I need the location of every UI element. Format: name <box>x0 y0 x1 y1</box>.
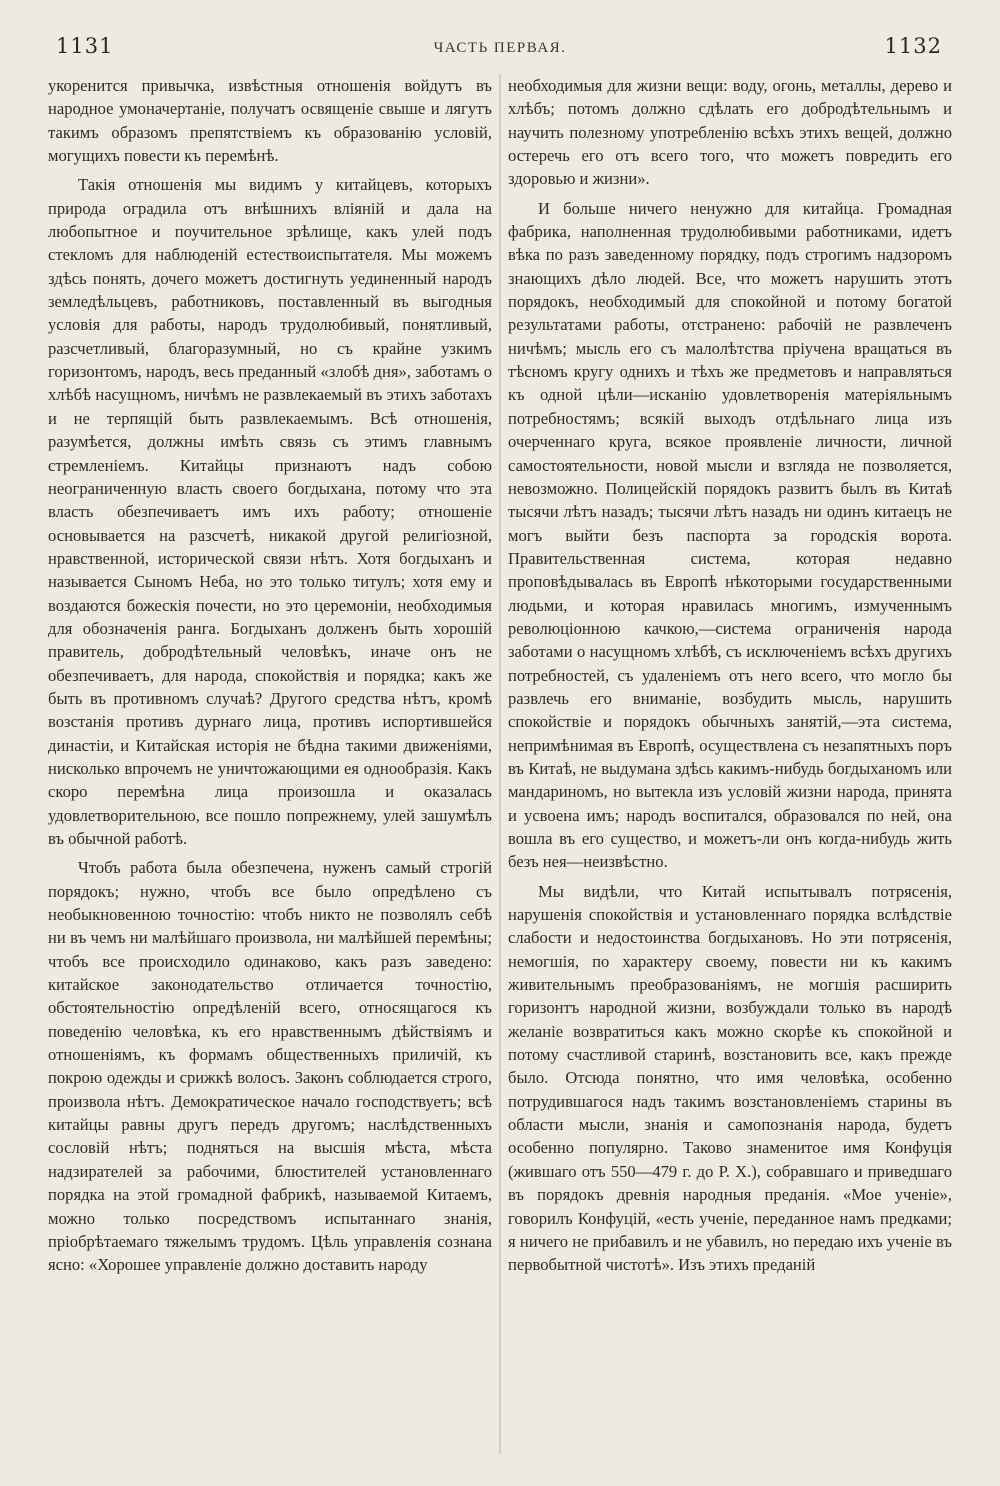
page-number-right: 1132 <box>884 34 942 58</box>
running-head <box>48 28 952 70</box>
column-left <box>48 74 492 1277</box>
column-divider <box>500 74 501 1454</box>
paragraph-continued: необходимыя для жизни вещи: воду, огонь, металлы, дерево и хлѣбъ; потомъ должно сдѣлать его добродѣтельнымъ и научить полезному употребленію всѣхъ этихъ вещей, должно остеречь его отъ всего того, что можетъ повредить его здоровью и жизни». <box>508 76 952 189</box>
paragraph-continued: укоренится привычка, извѣстныя отношенія войдутъ въ народное умоначертаніе, получатъ освященіе свыше и лягутъ такимъ образомъ препятствіемъ къ образованію условій, могущихъ повести къ перемѣнѣ. <box>48 76 492 166</box>
paragraph: Такія отношенія мы видимъ у китайцевъ, которыхъ природа оградила отъ внѣшнихъ вліяній и дала на любопытное и поучительное зрѣлище, какъ улей подъ стекломъ для наблюденій естествоиспытателя. Мы можемъ здѣсь понять, дочего можетъ достигнуть уединенный народъ земледѣльцевъ, работниковъ, поставленный въ выгодныя условія для работы, народъ трудолюбивый, понятливый, разсчетливый, благоразумный, но съ крайне узкимъ горизонтомъ, народъ, весь преданный «злобѣ дня», заботамъ о хлѣбѣ насущномъ, ничѣмъ не развлекаемый въ этихъ заботахъ и не терпящій быть развлекаемымъ. Всѣ отношенія, разумѣется, должны имѣть связь съ этимъ главнымъ стремленіемъ. Китайцы признаютъ надъ собою неограниченную власть своего богдыхана, потому что эта власть обезпечиваетъ имъ ихъ работу; отношеніе основывается на разсчетѣ, никакой другой религіозной, нравственной, исторической связи нѣтъ. Хотя богдыханъ и называется Сыномъ Неба, но это только титулъ; хотя ему и воздаются божескія почести, но это церемоніи, необходимыя для обозначенія ранга. Богдыханъ долженъ быть хорошій правитель, добродѣтельный человѣкъ, иначе онъ не обезпечиваетъ, для народа, спокойствія и порядка; какъ же быть въ противномъ случаѣ? Другого средства нѣтъ, кромѣ возстанія противъ дурнаго лица, противъ испортившейся династіи, и Китайская исторія не бѣдна такими движеніями, нисколько впрочемъ не уничтожающими ея однообразія. Какъ скоро перемѣна лица произошла и оказалась удовлетворительною, все пошло попрежнему, улей зашумѣлъ въ обычной работѣ. <box>48 175 492 848</box>
page-number-left: 1131 <box>56 34 114 58</box>
paragraph: Мы видѣли, что Китай испытывалъ потрясенія, нарушенія спокойствія и установленнаго порядка вслѣдствіе слабости и недостоинства богдыхановъ. Но эти потрясенія, немогшія, по характеру своему, повести ни къ какимъ живительнымъ преобразованіямъ, не могшія расширить горизонтъ народной жизни, возбуждали только въ народѣ желаніе возвратиться какъ можно скорѣе къ спокойной и потому счастливой старинѣ, возстановить все, какъ прежде было. Отсюда понятно, что имя человѣка, особенно потрудившагося надъ такимъ возстановленіемъ старины въ области мысли, знанія и самопознанія народа, будетъ особенно популярно. Таково знаменитое имя Конфуція (жившаго отъ 550—479 г. до Р. Х.), собравшаго и приведшаго въ порядокъ древнія народныя преданія. «Мое ученіе», говорилъ Конфуцій, «есть ученіе, переданное намъ предками; я ничего не прибавилъ и не убавилъ, но передаю ихъ ученіе въ первобытной чистотѣ». Изъ этихъ преданій <box>508 881 952 1275</box>
paragraph: И больше ничего ненужно для китайца. Громадная фабрика, наполненная трудолюбивыми работниками, идетъ вѣка по разъ заведенному порядку, подъ строгимъ надзоромъ знающихъ дѣло людей. Все, что можетъ нарушить этотъ порядокъ, необходимый для спокойной и потому богатой результатами работы, отстранено: рабочій не развлеченъ ничѣмъ; мысль его съ малолѣтства пріучена вращаться въ тѣсномъ кругу однихъ и тѣхъ же предметовъ и направляться къ одной цѣли—исканію удовлетворенія матеріяльнымъ потребностямъ; всякій выходъ отдѣльнаго лица изъ очерченнаго круга, всякое проявленіе личности, личной самостоятельности, новой мысли и взгляда не позволяется, невозможно. Полицейскій порядокъ развитъ былъ въ Китаѣ тысячи лѣтъ назадъ; тысячи лѣтъ назадъ ни одинъ китаецъ не могъ выйти безъ паспорта за городскія ворота. Правительственная система, которая недавно проповѣдывалась въ Европѣ нѣкоторыми государственными людьми, и которая нравилась многимъ, измученнымъ революціонною качкою,—система ограниченія народа заботами о насущномъ хлѣбѣ, съ исключеніемъ всѣхъ другихъ потребностей, съ удаленіемъ отъ него всего, что могло бы развлечь его вниманіе, возбудить мысль, нарушить спокойствіе и порядокъ обычныхъ занятій,—эта система, непримѣнимая въ Европѣ, осуществлена съ незапятныхъ поръ въ Китаѣ, не выдумана здѣсь какимъ-нибудь богдыханомъ или мандариномъ, но вытекла изъ условій жизни народа, принята и усвоена имъ; народъ воспитался, образовался по ней, она вошла въ его существо, и можетъ-ли онъ когда-нибудь жить безъ нея—неизвѣстно. <box>508 198 952 872</box>
text-columns <box>48 74 952 1277</box>
running-title: ЧАСТЬ ПЕРВАЯ. <box>433 40 567 56</box>
paragraph: Чтобъ работа была обезпечена, нуженъ самый строгій порядокъ; нужно, чтобъ все было опредѣлено съ необыкновенною точностію: чтобъ никто не позволялъ себѣ ни въ чемъ ни малѣйшаго произвола, ни малѣйшей перемѣны; чтобъ все происходило одинаково, какъ разъ заведено: китайское законодательство отличается точностію, обстоятельностію опредѣленій всего, относящагося къ поведенію человѣка, къ его нравственнымъ дѣйствіямъ и отношеніямъ, къ формамъ общественныхъ приличій, къ покрою одежды и срижкѣ волосъ. Законъ соблюдается строго, произвола нѣтъ. Демократическое начало господствуетъ; всѣ китайцы равны другъ передъ другомъ; наслѣдственныхъ сословій нѣтъ; подняться на высшія мѣста, мѣста надзирателей за рабочими, блюстителей установленнаго порядка на этой громадной фабрикѣ, называемой Китаемъ, можно только посредствомъ испытаннаго знанія, пріобрѣтаемаго тяжелымъ трудомъ. Цѣль управленія сознана ясно: «Хорошее управленіе должно доставить народу <box>48 858 492 1275</box>
column-right <box>508 74 952 1277</box>
